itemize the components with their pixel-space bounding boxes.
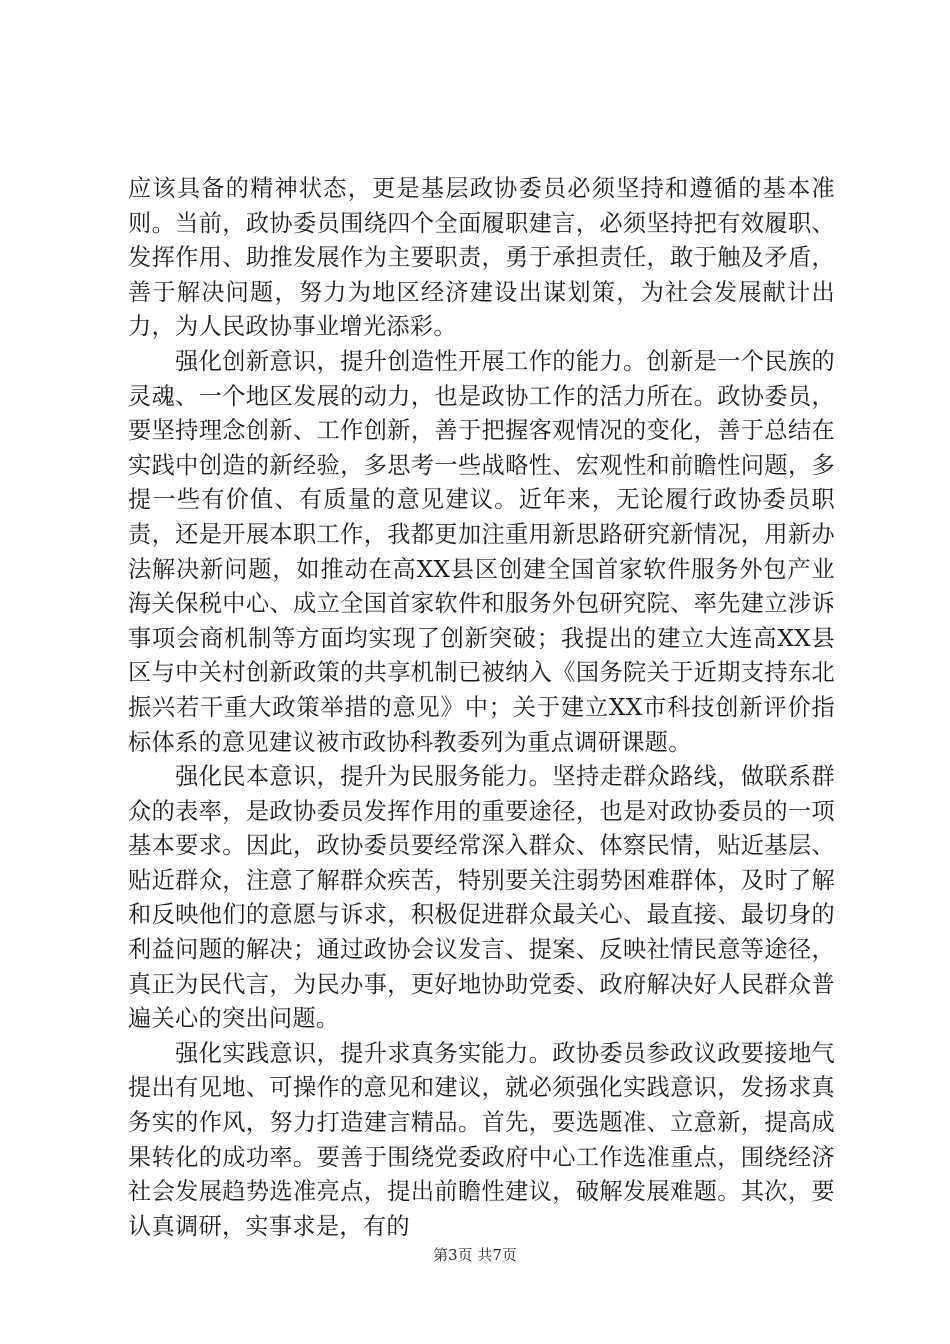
document-body <box>128 172 835 1244</box>
page-number-footer: 第3页 共7页 <box>433 1246 517 1264</box>
paragraph-2: 强化创新意识，提升创造性开展工作的能力。创新是一个民族的灵魂、一个地区发展的动力，也是政协工作的活力所在。政协委员，要坚持理念创新、工作创新，善于把握客观情况的变化，善于总结在实践中创造的新经验，多思考一些战略性、宏观性和前瞻性问题，多提一些有价值、有质量的意见建议。近年来，无论履行政协委员职责，还是开展本职工作，我都更加注重用新思路研究新情况，用新办法解决新问题，如推动在高XX县区创建全国首家软件服务外包产业海关保税中心、成立全国首家软件和服务外包研究院、率先建立涉诉事项会商机制等方面均实现了创新突破；我提出的建立大连高XX县区与中关村创新政策的共享机制已被纳入《国务院关于近期支持东北振兴若干重大政策举措的意见》中；关于建立XX市科技创新评价指标体系的意见建议被市政协科教委列为重点调研课题。 <box>128 347 835 756</box>
paragraph-4: 强化实践意识，提升求真务实能力。政协委员参政议政要接地气提出有见地、可操作的意见和建议，就必须强化实践意识，发扬求真务实的作风，努力打造建言精品。首先，要选题准、立意新，提高成果转化的成功率。要善于围绕党委政府中心工作选准重点，围绕经济社会发展趋势选准亮点，提出前瞻性建议，破解发展难题。其次，要认真调研，实事求是，有的 <box>128 1039 835 1240</box>
paragraph-3: 强化民本意识，提升为民服务能力。坚持走群众路线，做联系群众的表率，是政协委员发挥作用的重要途径，也是对政协委员的一项基本要求。因此，政协委员要经常深入群众、体察民情，贴近基层、贴近群众，注意了解群众疾苦，特别要关注弱势困难群体，及时了解和反映他们的意愿与诉求，积极促进群众最关心、最直接、最切身的利益问题的解决；通过政协会议发言、提案、反映社情民意等途径，真正为民代言，为民办事，更好地协助党委、政府解决好人民群众普遍关心的突出问题。 <box>128 763 835 1033</box>
paragraph-1: 应该具备的精神状态，更是基层政协委员必须坚持和遵循的基本准则。当前，政协委员围绕四个全面履职建言，必须坚持把有效履职、发挥作用、助推发展作为主要职责，勇于承担责任，敢于触及矛盾，善于解决问题，努力为地区经济建设出谋划策，为社会发展献计出力，为人民政协事业增光添彩。 <box>128 175 835 341</box>
